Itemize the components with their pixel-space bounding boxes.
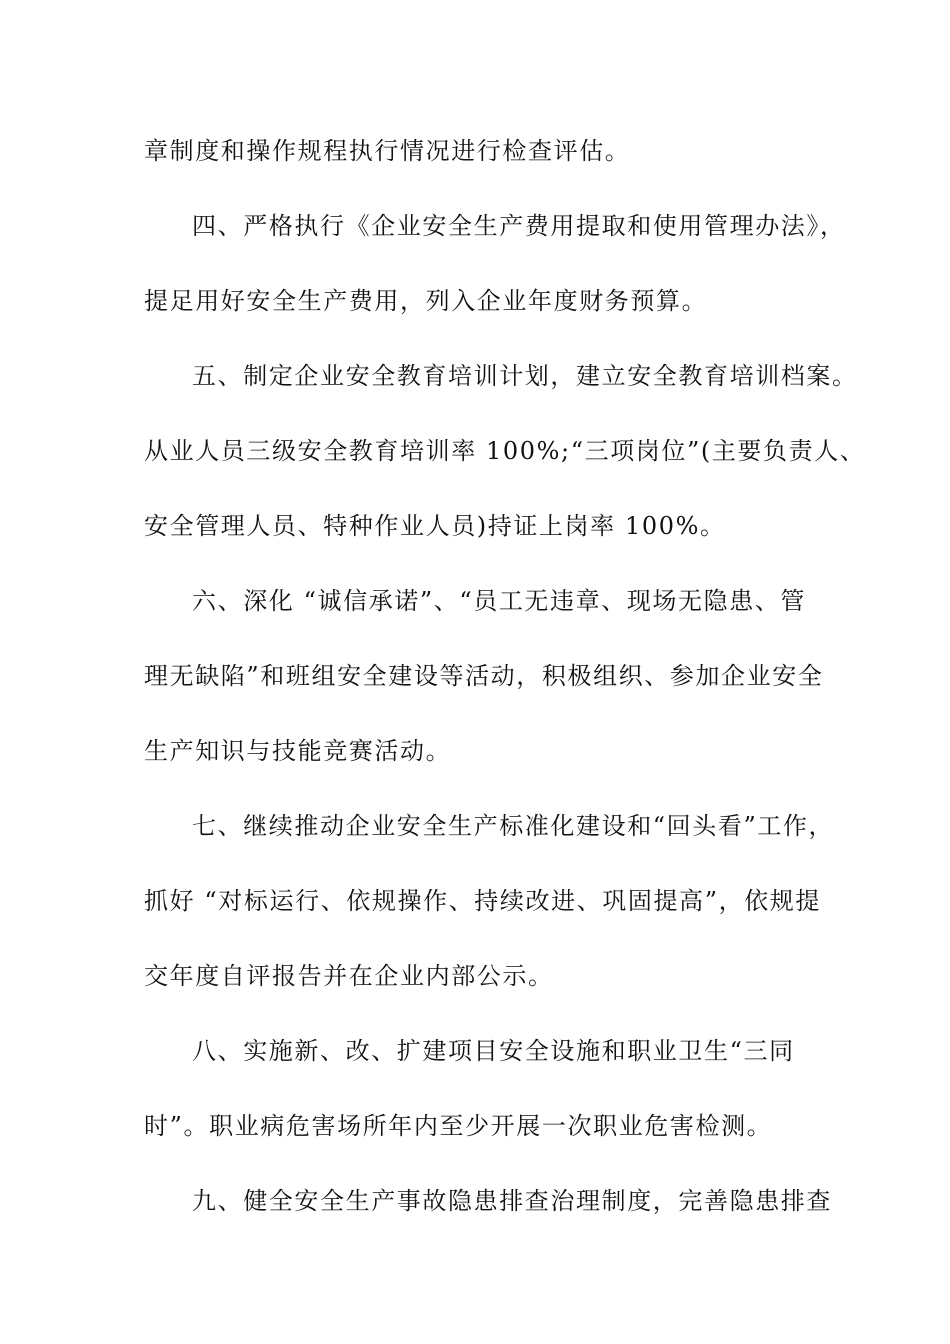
text-line-7: 六、深化 “诚信承诺”、“员工无违章、现场无隐患、管 bbox=[192, 587, 807, 615]
text-line-8: 理无缺陷”和班组安全建设等活动，积极组织、参加企业安全 bbox=[144, 662, 824, 690]
text-line-15: 九、健全安全生产事故隐患排查治理制度，完善隐患排查 bbox=[192, 1187, 832, 1215]
text-line-13: 八、实施新、改、扩建项目安全设施和职业卫生“三同 bbox=[192, 1037, 795, 1065]
text-line-5: 从业人员三级安全教育培训率 100%;“三项岗位”(主要负责人、 bbox=[144, 437, 866, 465]
text-line-2: 四、严格执行《企业安全生产费用提取和使用管理办法》， bbox=[192, 212, 846, 240]
text-line-3: 提足用好安全生产费用，列入企业年度财务预算。 bbox=[144, 287, 708, 315]
text-line-6: 安全管理人员、特种作业人员)持证上岗率 100%。 bbox=[144, 512, 726, 540]
text-line-9: 生产知识与技能竞赛活动。 bbox=[144, 737, 452, 765]
text-line-4: 五、制定企业安全教育培训计划，建立安全教育培训档案。 bbox=[192, 362, 858, 390]
text-line-11: 抓好 “对标运行、依规操作、持续改进、巩固提高”，依规提 bbox=[144, 887, 821, 915]
text-line-12: 交年度自评报告并在企业内部公示。 bbox=[144, 962, 554, 990]
text-line-10: 七、继续推动企业安全生产标准化建设和“回头看”工作， bbox=[192, 812, 835, 840]
text-line-1: 章制度和操作规程执行情况进行检查评估。 bbox=[144, 137, 631, 165]
text-line-14: 时”。职业病危害场所年内至少开展一次职业危害检测。 bbox=[144, 1112, 773, 1140]
